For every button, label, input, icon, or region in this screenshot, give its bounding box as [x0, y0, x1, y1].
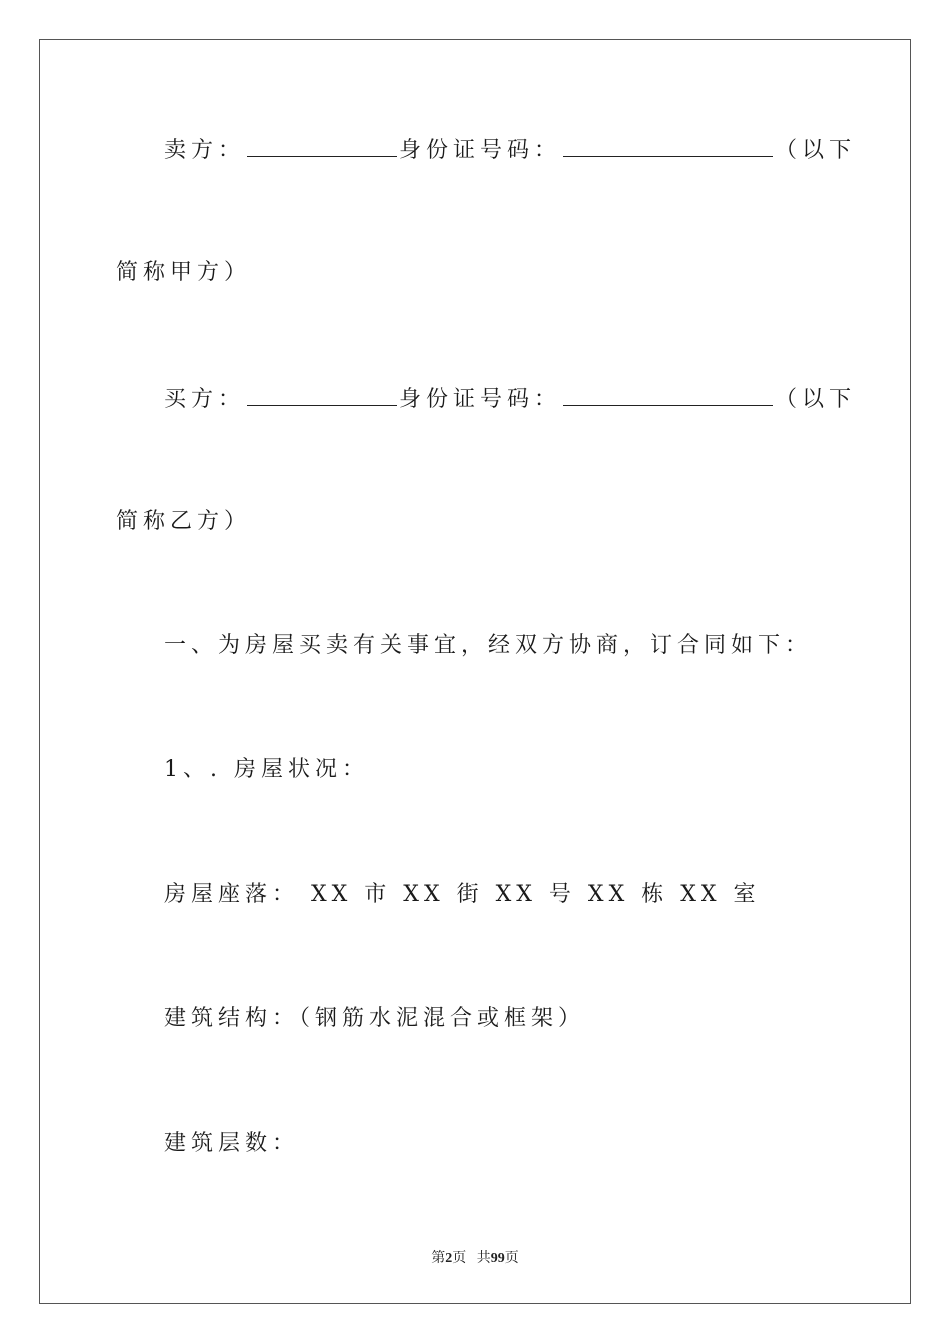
seller-line	[164, 134, 856, 166]
house-location: 房屋座落： XX 市 XX 街 XX 号 XX 栋 XX 室	[164, 882, 761, 907]
clause-item-1: 1、. 房屋状况：	[164, 757, 369, 782]
buyer-id-label: 身份证号码：	[399, 387, 562, 412]
footer-total-suffix: 页	[504, 1251, 519, 1266]
seller-id-label: 身份证号码：	[399, 138, 562, 163]
buyer-label: 买方：	[164, 387, 246, 412]
footer-page-suffix: 页	[452, 1251, 467, 1266]
seller-name-blank[interactable]	[247, 134, 397, 157]
buyer-id-blank[interactable]	[563, 383, 773, 406]
page-border	[39, 39, 911, 1304]
seller-continuation: 简称甲方）	[116, 260, 252, 285]
footer-page-number: 2	[445, 1251, 453, 1266]
buyer-suffix: （以下	[775, 387, 857, 412]
building-floors: 建筑层数：	[164, 1131, 300, 1156]
buyer-name-blank[interactable]	[247, 383, 397, 406]
clause-intro: 一、为房屋买卖有关事宜，经双方协商，订合同如下：	[164, 633, 813, 658]
seller-suffix: （以下	[775, 138, 857, 163]
footer-total-pages: 99	[490, 1251, 505, 1266]
buyer-continuation: 简称乙方）	[116, 509, 252, 534]
buyer-line	[164, 383, 856, 415]
footer-total-prefix: 共	[476, 1251, 491, 1266]
seller-label: 卖方：	[164, 138, 246, 163]
page-footer	[0, 1247, 950, 1267]
seller-id-blank[interactable]	[563, 134, 773, 157]
building-structure: 建筑结构：（钢筋水泥混合或框架）	[164, 1006, 586, 1031]
footer-page-prefix: 第	[431, 1251, 446, 1266]
